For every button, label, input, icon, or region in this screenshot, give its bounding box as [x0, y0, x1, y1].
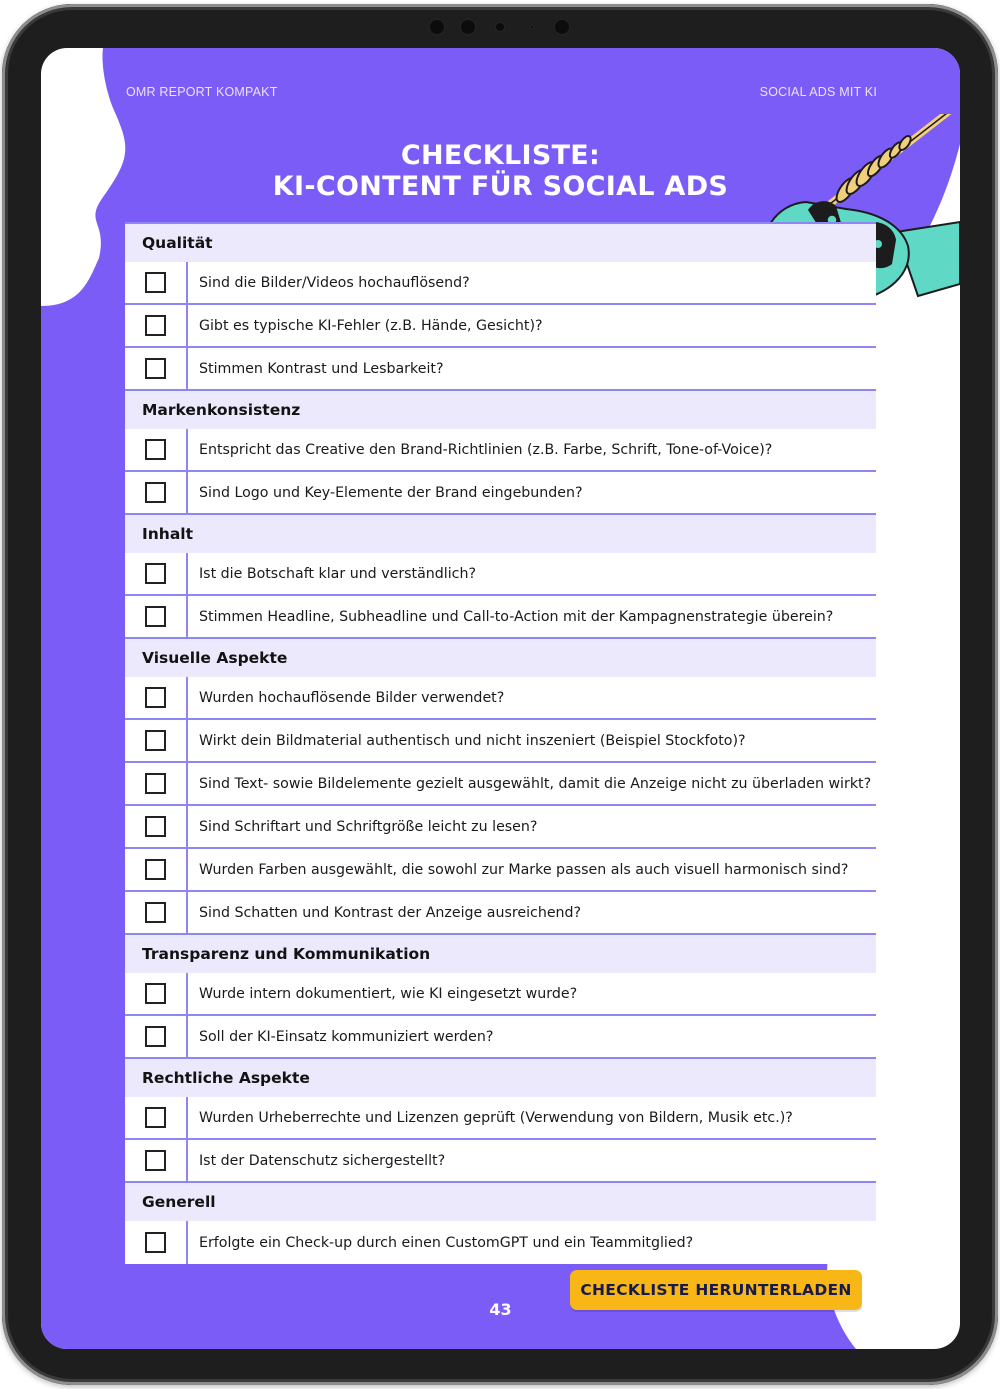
checkbox-cell [125, 348, 188, 389]
section-header: Generell [125, 1183, 876, 1221]
checkbox-cell [125, 553, 188, 594]
checkbox-cell [125, 262, 188, 303]
checklist-row [125, 720, 876, 763]
checkbox[interactable] [145, 1026, 166, 1047]
checklist-item-text: Sind Text- sowie Bildelemente gezielt ausgewählt, damit die Anzeige nicht zu überladen wirkt? [199, 775, 872, 792]
checklist-row [125, 262, 876, 305]
page-number: 43 [489, 1300, 512, 1319]
checklist-item-text: Sind Schatten und Kontrast der Anzeige ausreichend? [199, 904, 582, 921]
report-label: OMR REPORT KOMPAKT [126, 85, 278, 99]
checkbox[interactable] [145, 1150, 166, 1171]
checkbox[interactable] [145, 439, 166, 460]
checklist-row [125, 596, 876, 639]
checkbox[interactable] [145, 315, 166, 336]
page-title-line-2: KI-CONTENT FÜR SOCIAL ADS [272, 171, 729, 202]
section-header: Rechtliche Aspekte [125, 1059, 876, 1097]
checkbox[interactable] [145, 1107, 166, 1128]
checkbox-cell [125, 1016, 188, 1057]
checkbox-cell [125, 596, 188, 637]
checkbox-cell [125, 472, 188, 513]
checklist-row [125, 553, 876, 596]
checklist-row [125, 973, 876, 1016]
checkbox-cell [125, 677, 188, 718]
sensor-icon [459, 18, 477, 36]
checklist-row [125, 1097, 876, 1140]
checkbox-cell [125, 806, 188, 847]
camera-icon [428, 18, 446, 36]
checklist-row [125, 763, 876, 806]
checkbox[interactable] [145, 606, 166, 627]
section-header: Qualität [125, 224, 876, 262]
section-header: Transparenz und Kommunikation [125, 935, 876, 973]
checklist-item-text: Ist der Datenschutz sichergestellt? [199, 1152, 446, 1169]
checklist-row [125, 305, 876, 348]
sensor-icon [494, 21, 506, 33]
checklist-row [125, 348, 876, 391]
checkbox-cell [125, 849, 188, 890]
checklist-row [125, 1140, 876, 1183]
checklist-item-text: Stimmen Headline, Subheadline und Call-to-Action mit der Kampagnenstrategie überein? [199, 608, 834, 625]
checkbox[interactable] [145, 859, 166, 880]
checklist-row [125, 429, 876, 472]
section-label: SOCIAL ADS MIT KI [759, 85, 877, 99]
checklist-item-text: Entspricht das Creative den Brand-Richtlinien (z.B. Farbe, Schrift, Tone-of-Voice)? [199, 441, 773, 458]
checklist-item-text: Ist die Botschaft klar und verständlich? [199, 565, 477, 582]
section-header: Inhalt [125, 515, 876, 553]
checkbox-cell [125, 1221, 188, 1264]
checklist-item-text: Sind die Bilder/Videos hochauflösend? [199, 274, 470, 291]
checkbox[interactable] [145, 983, 166, 1004]
checklist-row [125, 1016, 876, 1059]
checklist-row [125, 849, 876, 892]
checkbox-cell [125, 1097, 188, 1138]
checklist-row [125, 892, 876, 935]
checklist-item-text: Wurden hochauflösende Bilder verwendet? [199, 689, 505, 706]
checklist-table [125, 222, 876, 1264]
checkbox[interactable] [145, 1232, 166, 1253]
checklist-item-text: Erfolgte ein Check-up durch einen CustomGPT und ein Teammitglied? [199, 1234, 694, 1251]
checklist-item-text: Soll der KI-Einsatz kommuniziert werden? [199, 1028, 494, 1045]
checkbox[interactable] [145, 563, 166, 584]
checkbox[interactable] [145, 272, 166, 293]
checklist-item-text: Sind Logo und Key-Elemente der Brand eingebunden? [199, 484, 583, 501]
checkbox[interactable] [145, 730, 166, 751]
download-checklist-button[interactable]: CHECKLISTE HERUNTERLADEN [570, 1270, 862, 1310]
checklist-item-text: Stimmen Kontrast und Lesbarkeit? [199, 360, 444, 377]
checkbox-cell [125, 720, 188, 761]
section-header: Visuelle Aspekte [125, 639, 876, 677]
checklist-item-text: Wurden Urheberrechte und Lizenzen geprüft (Verwendung von Bildern, Musik etc.)? [199, 1109, 793, 1126]
checklist-row [125, 677, 876, 720]
checkbox-cell [125, 892, 188, 933]
checklist-item-text: Wurde intern dokumentiert, wie KI eingesetzt wurde? [199, 985, 578, 1002]
checkbox-cell [125, 429, 188, 470]
checklist-item-text: Wirkt dein Bildmaterial authentisch und nicht inszeniert (Beispiel Stockfoto)? [199, 732, 746, 749]
checklist-item-text: Gibt es typische KI-Fehler (z.B. Hände, Gesicht)? [199, 317, 543, 334]
tablet-frame [2, 4, 998, 1385]
checklist-item-text: Wurden Farben ausgewählt, die sowohl zur Marke passen als auch visuell harmonisch sind? [199, 861, 849, 878]
sensor-icon [529, 24, 535, 30]
checkbox-cell [125, 973, 188, 1014]
checkbox-cell [125, 1140, 188, 1181]
screen [41, 48, 960, 1349]
checklist-item-text: Sind Schriftart und Schriftgröße leicht zu lesen? [199, 818, 538, 835]
checklist-row [125, 1221, 876, 1264]
checkbox[interactable] [145, 773, 166, 794]
checklist-row [125, 806, 876, 849]
checkbox[interactable] [145, 902, 166, 923]
page-title-line-1: CHECKLISTE: [400, 140, 601, 171]
section-header: Markenkonsistenz [125, 391, 876, 429]
checkbox-cell [125, 763, 188, 804]
checkbox[interactable] [145, 687, 166, 708]
checkbox-cell [125, 305, 188, 346]
checkbox[interactable] [145, 358, 166, 379]
checkbox[interactable] [145, 816, 166, 837]
camera-icon [553, 18, 571, 36]
checkbox[interactable] [145, 482, 166, 503]
checklist-row [125, 472, 876, 515]
